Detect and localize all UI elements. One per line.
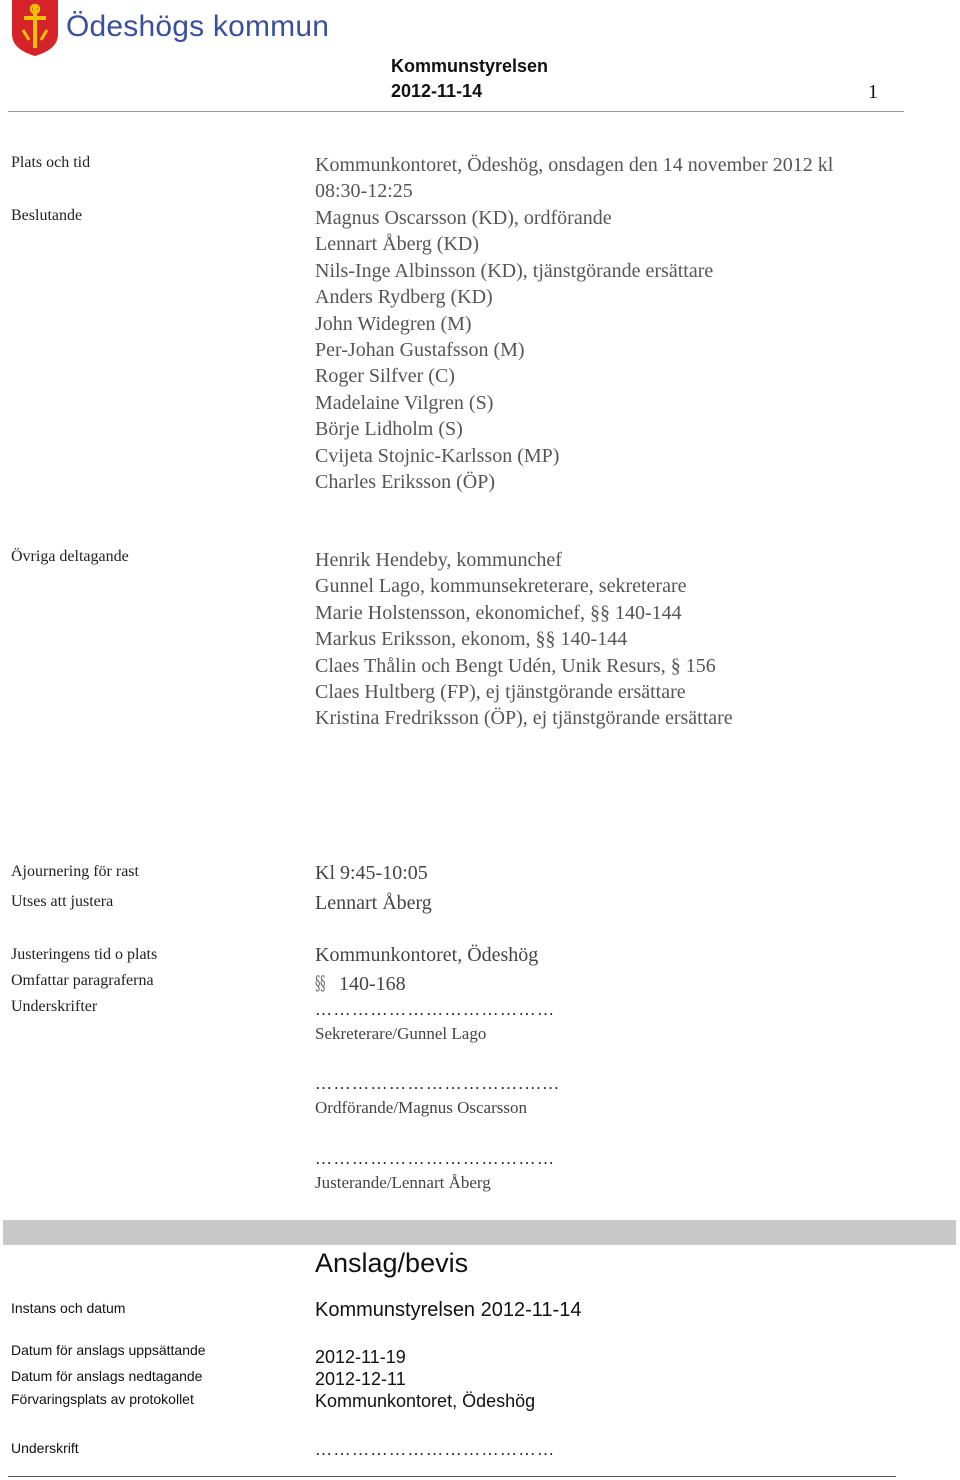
municipality-logo [10,0,60,56]
deciding-member: Lennart Åberg (KD) [315,233,480,256]
footer-divider [8,1476,896,1477]
adjuster-label: Utses att justera [11,893,114,910]
signature-line: ………………………………… [315,1149,556,1168]
signature-line: …………………………….…... [315,1074,560,1093]
document-date: 2012-11-14 [391,81,483,101]
body-date-label: Instans och datum [11,1300,126,1316]
signatures-label: Underskrifter [11,998,98,1015]
deciding-member: Nils-Inge Albinsson (KD), tjänstgörande ersättare [315,259,714,282]
notice-title: Anslag/bevis [315,1248,469,1278]
others-list [315,547,733,732]
paragraphs-range: 140-168 [339,973,406,995]
other-participant: Claes Hultberg (FP), ej tjänstgörande ersättare [315,681,686,704]
place-time-value [315,152,833,205]
deciding-label: Beslutande [11,207,83,224]
signature-label: Underskrift [11,1440,79,1456]
deciding-member: John Widegren (M) [315,312,472,335]
time-place-label: Justeringens tid o plats [11,946,158,963]
signature-role: Ordförande/Magnus Oscarsson [315,1098,527,1117]
deciding-member: Charles Eriksson (ÖP) [315,471,495,494]
others-label: Övriga deltagande [11,548,129,565]
document-title: Kommunstyrelsen [391,56,549,76]
paragraph-symbol: §§ [315,971,325,995]
deciding-member: Madelaine Vilgren (S) [315,391,494,414]
other-participant: Markus Eriksson, ekonom, §§ 140-144 [315,628,628,651]
deciding-member: Magnus Oscarsson (KD), ordförande [315,207,612,229]
signature-line: ………………………………… [315,1000,556,1019]
deciding-member: Anders Rydberg (KD) [315,286,493,309]
place-time-line: 08:30-12:25 [315,180,413,203]
deciding-member: Per-Johan Gustafsson (M) [315,339,525,362]
org-name: Ödeshögs kommun [66,10,330,43]
other-participant: Gunnel Lago, kommunsekreterare, sekreterare [315,575,687,598]
break-value: Kl 9:45-10:05 [315,862,428,884]
place-time-line: Kommunkontoret, Ödeshög, onsdagen den 14 november 2012 kl [315,154,834,176]
posted-date-value: 2012-11-19 [315,1347,406,1367]
removed-date-label: Datum för anslags nedtagande [11,1368,203,1384]
removed-date-value: 2012-12-11 [315,1369,406,1389]
body-date-value: Kommunstyrelsen 2012-11-14 [315,1299,582,1321]
paragraphs-label: Omfattar paragraferna [11,972,154,989]
other-participant: Henrik Hendeby, kommunchef [315,549,562,571]
deciding-member: Börje Lidholm (S) [315,418,463,441]
deciding-member: Roger Silfver (C) [315,365,455,388]
time-place-value: Kommunkontoret, Ödeshög [315,944,539,966]
break-label: Ajournering för rast [11,863,139,880]
deciding-member: Cvijeta Stojnic-Karlsson (MP) [315,444,560,467]
storage-label: Förvaringsplats av protokollet [11,1391,194,1407]
deciding-list [315,205,713,495]
page-number: 1 [868,81,878,103]
other-participant: Marie Holstensson, ekonomichef, §§ 140-144 [315,601,682,624]
notice-divider-bar [3,1220,956,1245]
signature-role: Sekreterare/Gunnel Lago [315,1024,487,1043]
posted-date-label: Datum för anslags uppsättande [11,1342,206,1358]
adjuster-value: Lennart Åberg [315,892,432,914]
paragraphs-value [315,971,406,996]
place-time-label: Plats och tid [11,154,91,171]
other-participant: Kristina Fredriksson (ÖP), ej tjänstgörande ersättare [315,707,733,730]
notice-signature-line: ………………………………… [315,1440,556,1459]
other-participant: Claes Thålin och Bengt Udén, Unik Resurs, § 156 [315,654,716,677]
storage-value: Kommunkontoret, Ödeshög [315,1391,536,1411]
signature-role: Justerande/Lennart Åberg [315,1173,491,1192]
header-divider [8,111,904,112]
